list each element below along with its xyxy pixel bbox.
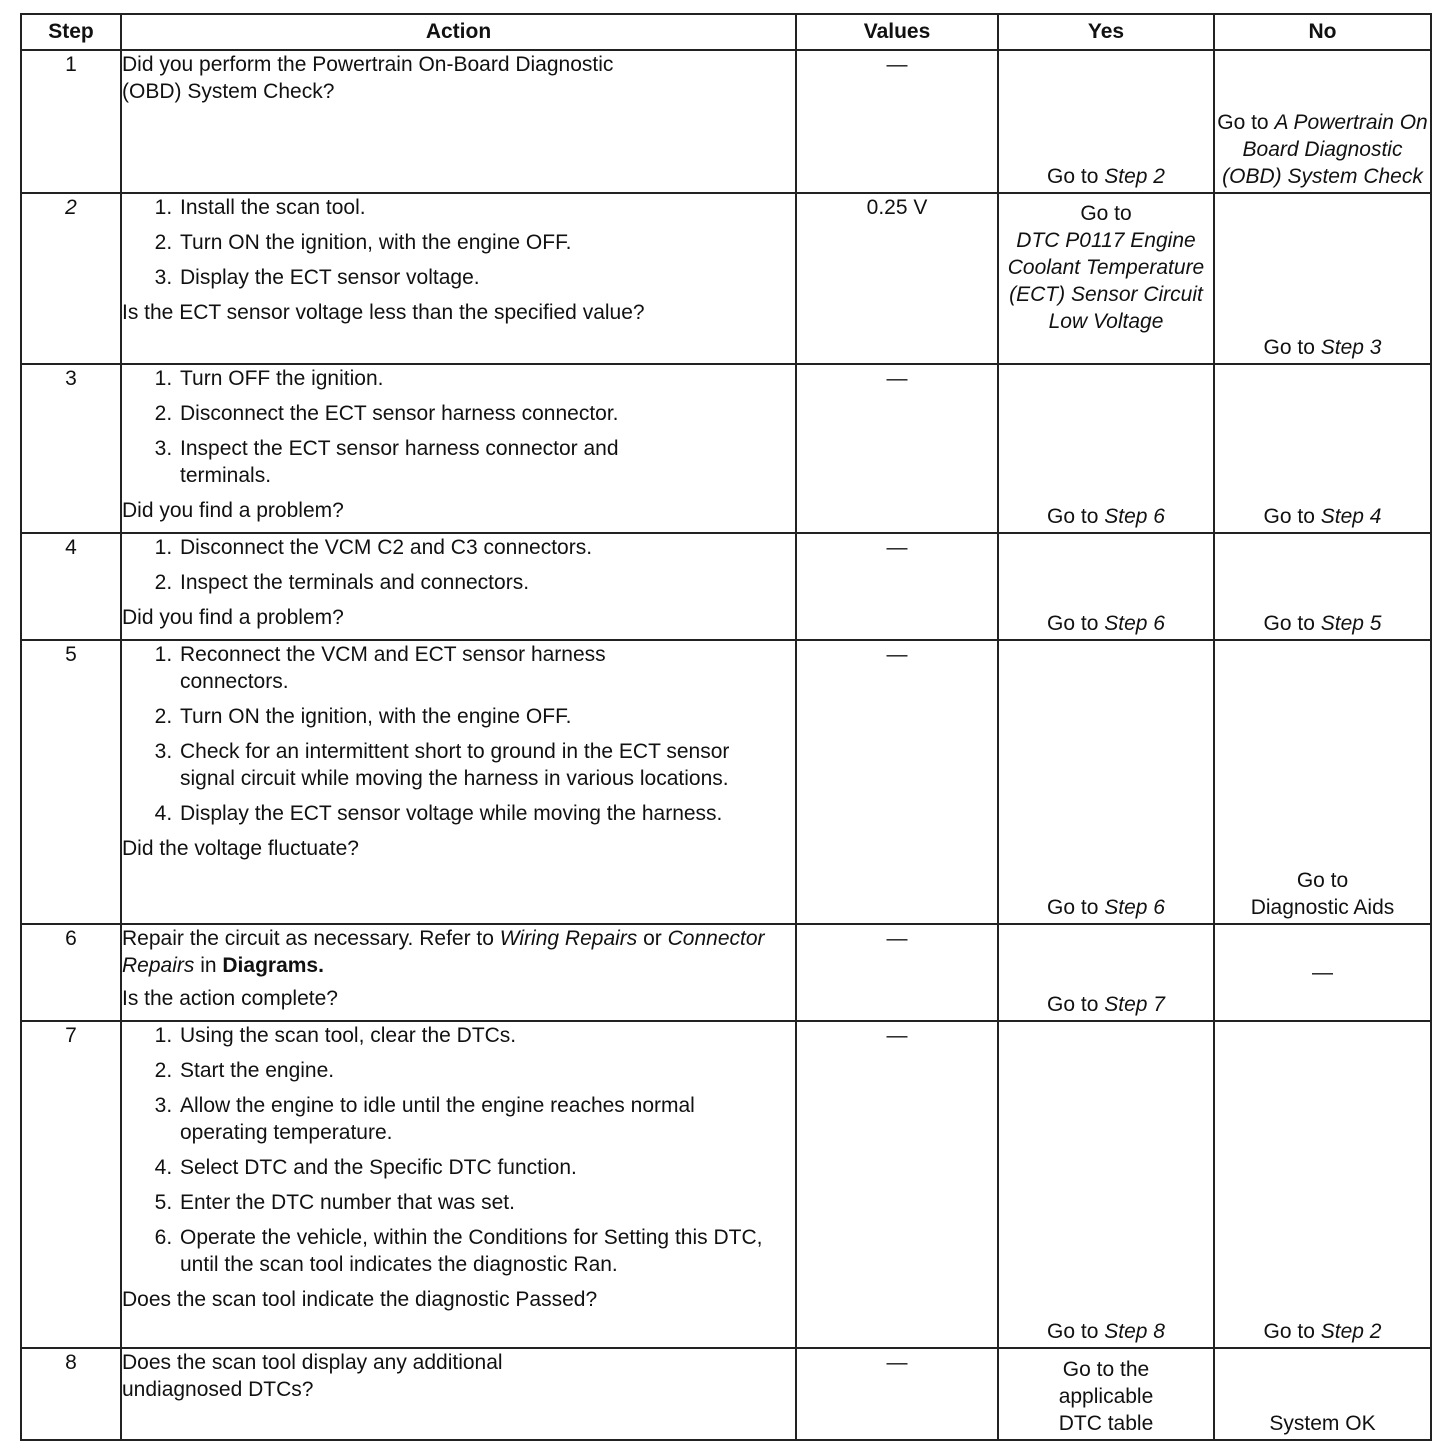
action-cell xyxy=(121,193,796,364)
action-question: Did you perform the Powertrain On-Board Diagnostic (OBD) System Check? xyxy=(122,53,614,103)
action-item: 1. Using the scan tool, clear the DTCs. xyxy=(178,1022,795,1049)
no-link: Step 2 xyxy=(1320,1320,1382,1343)
action-item: 1. Disconnect the VCM C2 and C3 connectors. xyxy=(178,534,795,561)
header-row xyxy=(21,14,1431,50)
no-link: Step 3 xyxy=(1320,336,1382,359)
action-item: 5. Enter the DTC number that was set. xyxy=(178,1189,795,1216)
action-item: 2. Turn ON the ignition, with the engine OFF. xyxy=(178,703,795,730)
table-row xyxy=(21,50,1431,193)
values-cell: — xyxy=(796,1021,998,1348)
yes-link: Step 8 xyxy=(1104,1320,1165,1343)
values-cell: — xyxy=(796,640,998,924)
no-cell xyxy=(1214,50,1431,193)
action-item: 1. Install the scan tool. xyxy=(178,194,795,221)
yes-prefix: Go to xyxy=(1047,612,1105,635)
yes-cell xyxy=(998,364,1214,533)
action-question: Does the scan tool indicate the diagnostic Passed? xyxy=(122,1288,598,1311)
yes-prefix: Go to xyxy=(1047,993,1105,1016)
action-question: Does the scan tool display any additional undiagnosed DTCs? xyxy=(122,1351,503,1401)
table-row xyxy=(21,640,1431,924)
diagnostic-table xyxy=(20,13,1432,1441)
no-prefix: Go to xyxy=(1263,1320,1321,1343)
yes-link: Step 6 xyxy=(1104,505,1165,528)
step-number: 3 xyxy=(21,364,121,533)
action-item: 1. Turn OFF the ignition. xyxy=(178,365,795,392)
action-item: 4. Select DTC and the Specific DTC function. xyxy=(178,1154,795,1181)
yes-text: Go to the applicable DTC table xyxy=(1058,1358,1154,1435)
action-cell xyxy=(121,533,796,640)
action-list xyxy=(122,641,795,827)
no-cell xyxy=(1214,1348,1431,1440)
no-prefix: Go to xyxy=(1217,111,1275,134)
action-item: 3. Inspect the ECT sensor harness connector and terminals. xyxy=(178,435,700,489)
values-cell: — xyxy=(796,50,998,193)
wiring-repairs-ref: Wiring Repairs xyxy=(499,927,638,950)
action-item: 2. Inspect the terminals and connectors. xyxy=(178,569,795,596)
yes-link: Step 2 xyxy=(1104,165,1165,188)
step-number: 7 xyxy=(21,1021,121,1348)
header-step: Step xyxy=(21,14,121,50)
values-cell: — xyxy=(796,533,998,640)
step-number: 5 xyxy=(21,640,121,924)
yes-cell xyxy=(998,533,1214,640)
step-number: 6 xyxy=(21,924,121,1021)
values-cell: — xyxy=(796,1348,998,1440)
action-question: Is the ECT sensor voltage less than the specified value? xyxy=(122,301,645,324)
no-text: — xyxy=(1312,961,1333,984)
values-cell: — xyxy=(796,924,998,1021)
action-item: 3. Allow the engine to idle until the engine reaches normal operating temperature. xyxy=(178,1092,740,1146)
yes-cell xyxy=(998,50,1214,193)
action-text: Repair the circuit as necessary. Refer to Wiring Repairs or Connector Repairs in Diagrams. xyxy=(122,927,765,977)
no-cell xyxy=(1214,364,1431,533)
action-cell xyxy=(121,50,796,193)
action-item: 4. Display the ECT sensor voltage while moving the harness. xyxy=(178,800,740,827)
action-item: 2. Start the engine. xyxy=(178,1057,795,1084)
no-cell xyxy=(1214,193,1431,364)
action-list xyxy=(122,1022,795,1278)
yes-link: DTC P0117 Engine Coolant Temperature (ECT) Sensor Circuit Low Voltage xyxy=(1007,229,1205,333)
action-question: Did you find a problem? xyxy=(122,606,344,629)
action-item: 6. Operate the vehicle, within the Conditions for Setting this DTC, until the scan tool indicates the diagnostic Ran. xyxy=(178,1224,770,1278)
action-list xyxy=(122,534,795,596)
no-link: A Powertrain On Board Diagnostic (OBD) System Check xyxy=(1222,111,1428,188)
no-text: Go to Diagnostic Aids xyxy=(1250,869,1395,919)
action-question: Did the voltage fluctuate? xyxy=(122,837,359,860)
no-text: System OK xyxy=(1269,1412,1376,1435)
action-item: 2. Disconnect the ECT sensor harness connector. xyxy=(178,400,795,427)
table-row xyxy=(21,924,1431,1021)
step-number: 1 xyxy=(21,50,121,193)
yes-prefix: Go to xyxy=(1047,505,1105,528)
yes-cell xyxy=(998,1348,1214,1440)
no-cell xyxy=(1214,533,1431,640)
action-item: 2. Turn ON the ignition, with the engine OFF. xyxy=(178,229,795,256)
action-question: Did you find a problem? xyxy=(122,499,344,522)
table-row xyxy=(21,1348,1431,1440)
table-row xyxy=(21,533,1431,640)
yes-prefix: Go to xyxy=(1047,165,1105,188)
connector-repairs-ref: Connector Repairs xyxy=(122,927,765,977)
no-cell xyxy=(1214,1021,1431,1348)
no-prefix: Go to xyxy=(1263,505,1321,528)
action-list xyxy=(122,194,795,291)
header-yes: Yes xyxy=(998,14,1214,50)
header-action: Action xyxy=(121,14,796,50)
yes-prefix: Go to xyxy=(1080,202,1132,225)
action-cell xyxy=(121,364,796,533)
yes-link: Step 7 xyxy=(1104,993,1165,1016)
yes-prefix: Go to xyxy=(1047,1320,1105,1343)
action-cell xyxy=(121,1021,796,1348)
yes-cell xyxy=(998,1021,1214,1348)
header-values: Values xyxy=(796,14,998,50)
no-link: Step 5 xyxy=(1320,612,1382,635)
diagrams-ref: Diagrams. xyxy=(222,954,324,977)
yes-prefix: Go to xyxy=(1047,896,1105,919)
action-item: 1. Reconnect the VCM and ECT sensor harness connectors. xyxy=(178,641,700,695)
values-cell: — xyxy=(796,364,998,533)
no-cell xyxy=(1214,640,1431,924)
action-list xyxy=(122,365,795,489)
no-prefix: Go to xyxy=(1263,336,1321,359)
yes-link: Step 6 xyxy=(1104,896,1165,919)
no-prefix: Go to xyxy=(1263,612,1321,635)
yes-cell xyxy=(998,193,1214,364)
action-item: 3. Display the ECT sensor voltage. xyxy=(178,264,795,291)
action-item: 3. Check for an intermittent short to ground in the ECT sensor signal circuit while moving the harness in various locations. xyxy=(178,738,770,792)
action-cell xyxy=(121,924,796,1021)
action-cell xyxy=(121,640,796,924)
step-number: 4 xyxy=(21,533,121,640)
no-cell xyxy=(1214,924,1431,1021)
values-cell: 0.25 V xyxy=(796,193,998,364)
yes-cell xyxy=(998,640,1214,924)
action-question: Is the action complete? xyxy=(122,987,338,1010)
header-no: No xyxy=(1214,14,1431,50)
table-row xyxy=(21,193,1431,364)
step-number: 8 xyxy=(21,1348,121,1440)
table-row xyxy=(21,364,1431,533)
table-row xyxy=(21,1021,1431,1348)
yes-cell xyxy=(998,924,1214,1021)
no-link: Step 4 xyxy=(1320,505,1382,528)
yes-link: Step 6 xyxy=(1104,612,1165,635)
step-number: 2 xyxy=(21,193,121,364)
action-cell xyxy=(121,1348,796,1440)
